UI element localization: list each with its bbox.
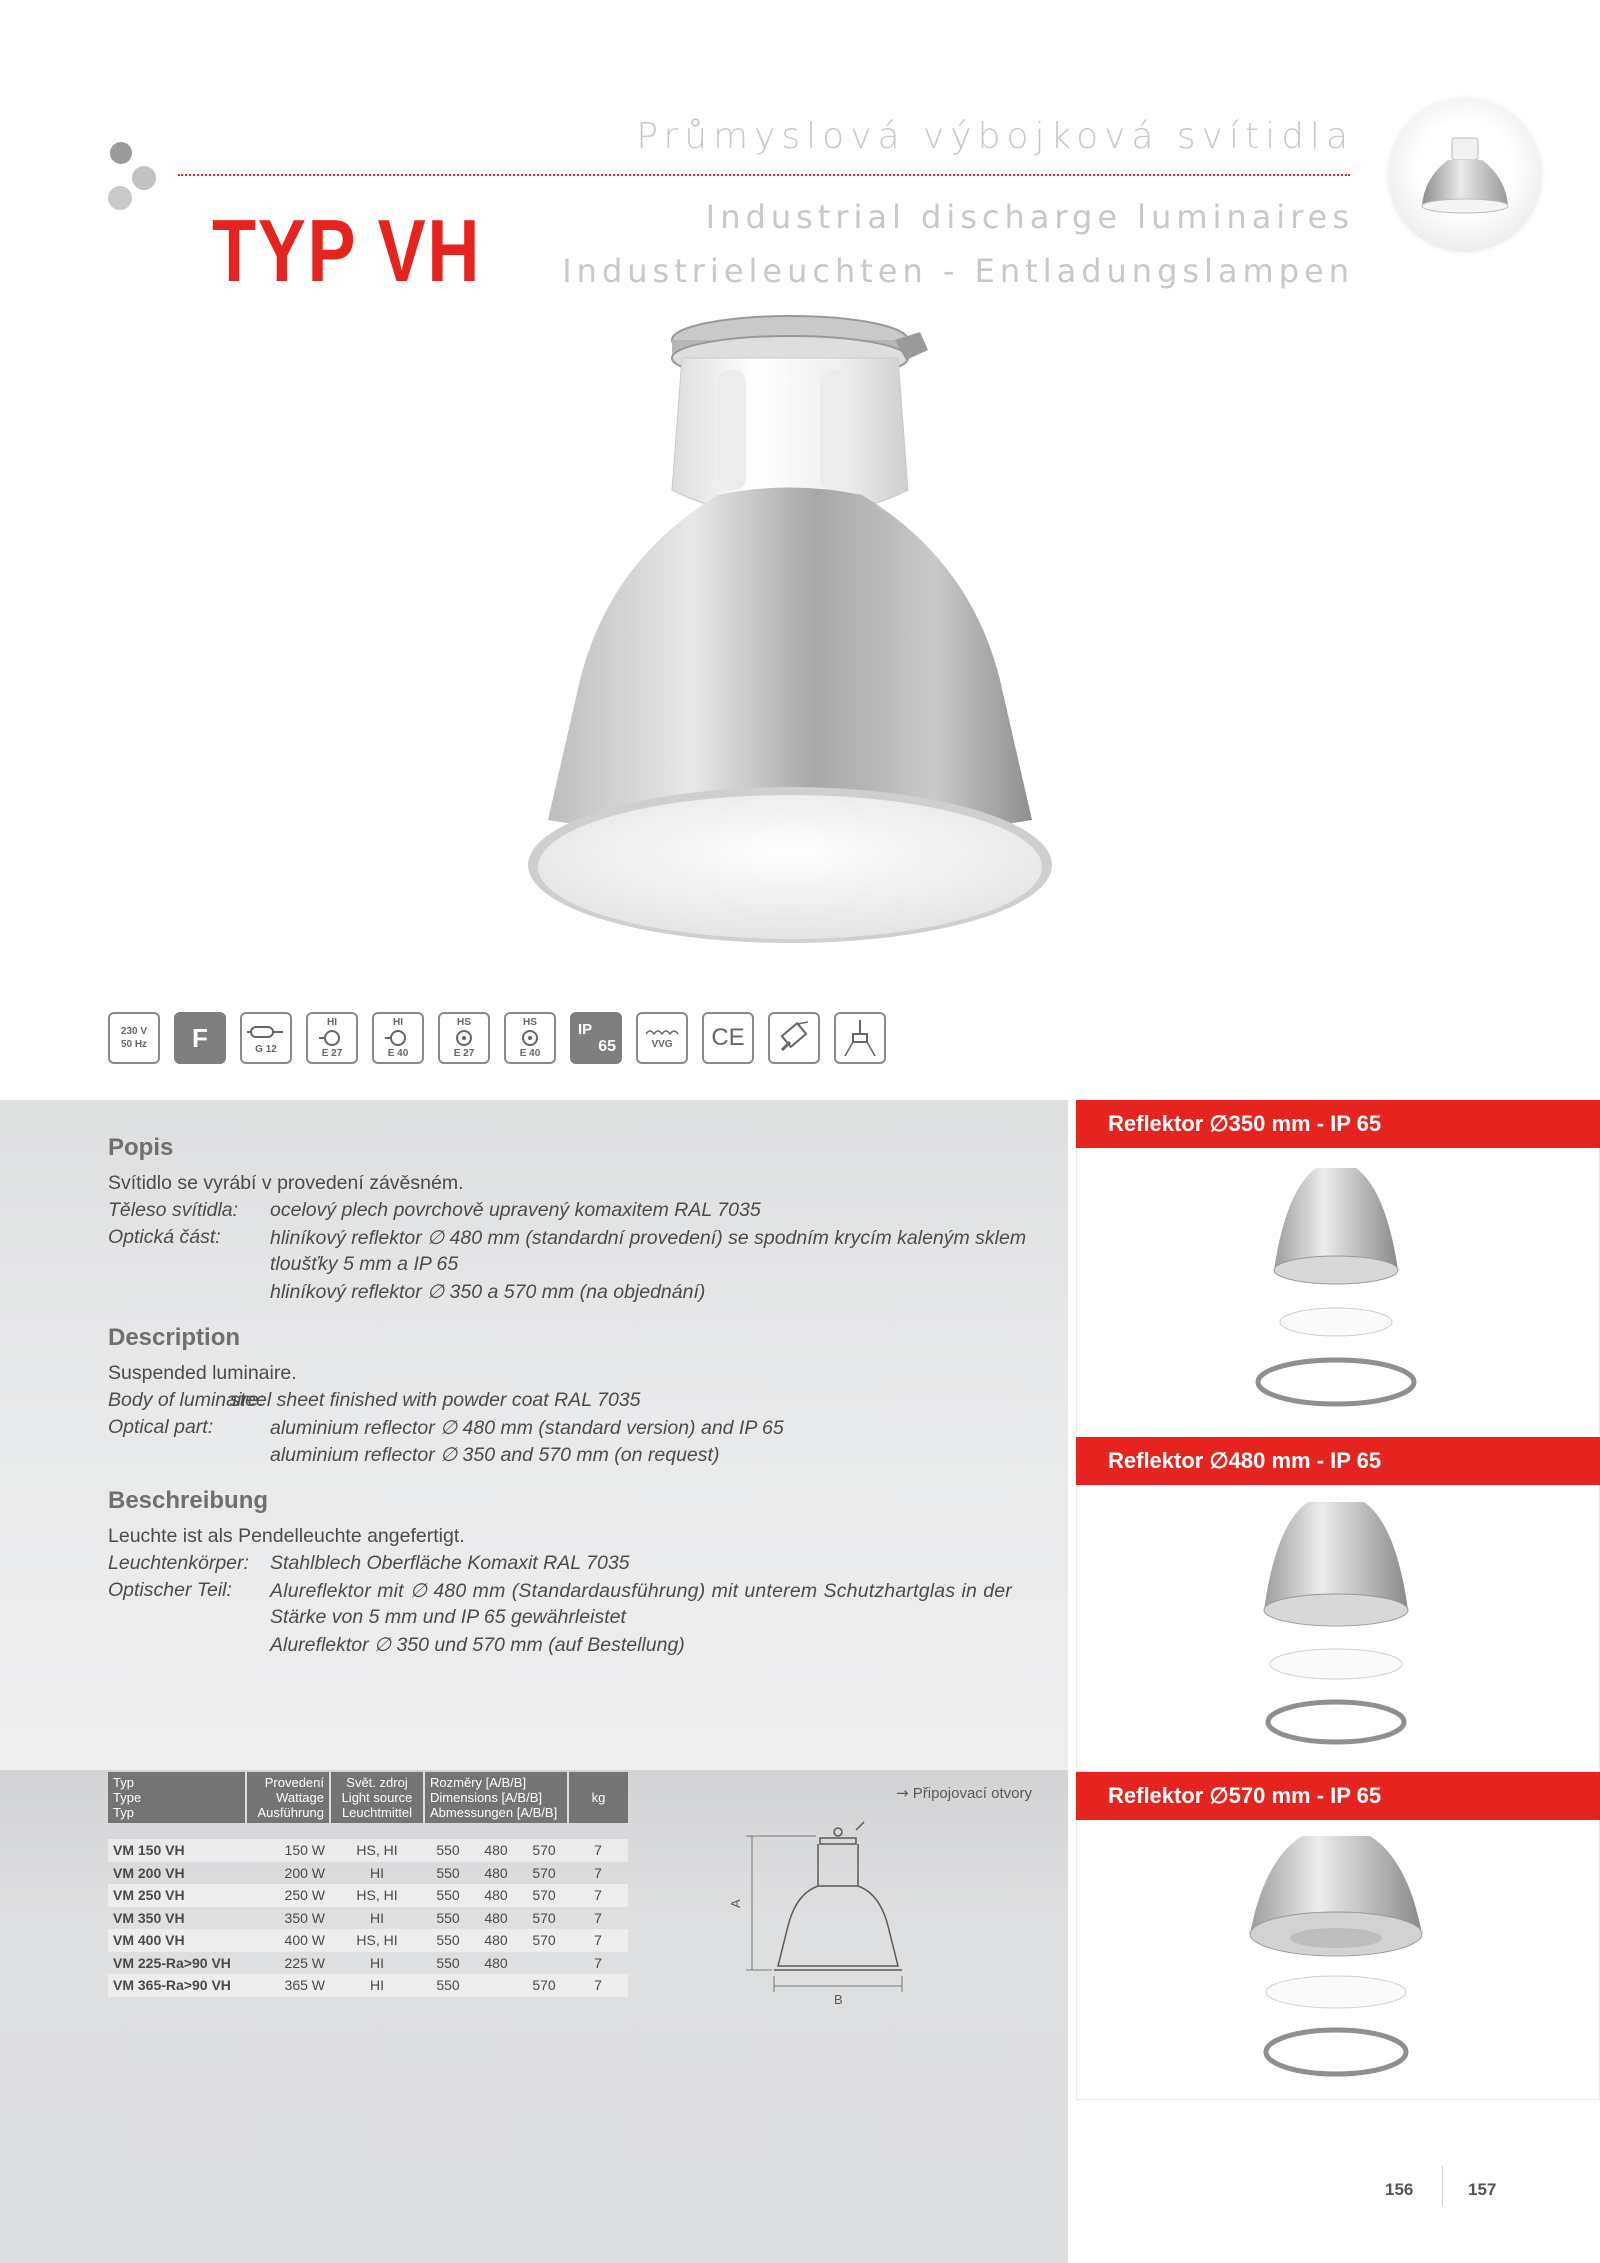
cell-kg: 7 — [568, 1929, 628, 1952]
hs-e27-lamp-icon: HS E 27 — [438, 1012, 490, 1064]
cell-a: 550 — [424, 1839, 472, 1862]
table-row — [108, 1929, 628, 1952]
page-footer-area — [1068, 2100, 1600, 2263]
beschreibung-optical-label: Optischer Teil: — [108, 1579, 232, 1601]
cell-kg: 7 — [594, 1909, 602, 1926]
table-row — [108, 1839, 628, 1862]
col-source: Svět. zdroj Light source Leuchtmittel — [330, 1772, 424, 1823]
pendant-mount-icon — [834, 1012, 886, 1064]
cell-b1: 480 — [472, 1884, 520, 1907]
reflector-480-title: Reflektor ∅480 mm - IP 65 — [1076, 1437, 1600, 1485]
popis-optical-label: Optická část: — [108, 1226, 221, 1248]
beschreibung-body-value: Stahlblech Oberfläche Komaxit RAL 7035 — [270, 1552, 630, 1574]
beschreibung-optical-line: Stärke von 5 mm und IP 65 gewährleistet — [270, 1606, 626, 1628]
section-heading-description: Description — [108, 1324, 241, 1351]
cell-w: 365 W — [246, 1974, 330, 1997]
cell-src: HS, HI — [330, 1839, 424, 1862]
connection-holes-label: → Připojovací otvory — [896, 1784, 1032, 1802]
cell-type: VM 365-Ra>90 VH — [108, 1974, 246, 1997]
cell-b2: 570 — [520, 1929, 568, 1952]
cell-src: HS, HI — [330, 1884, 424, 1907]
cell-w: 250 W — [246, 1884, 330, 1907]
cell-a: 550 — [436, 1864, 460, 1881]
cell-type: VM 400 VH — [108, 1929, 246, 1952]
cell-a: 550 — [436, 1909, 460, 1926]
header-divider — [178, 174, 1350, 176]
description-optical-line: aluminium reflector ∅ 350 and 570 mm (on request) — [270, 1444, 720, 1466]
dimension-drawing — [726, 1816, 952, 2026]
reflector-570-title: Reflektor ∅570 mm - IP 65 — [1076, 1772, 1600, 1820]
cell-type: VM 150 VH — [108, 1839, 246, 1862]
cell-kg: 7 — [568, 1884, 628, 1907]
popis-intro: Svítidlo se vyrábí v provedení závěsném. — [108, 1172, 464, 1194]
col-kg: kg — [568, 1772, 628, 1823]
cell-kg: 7 — [568, 1974, 628, 1997]
table-row — [108, 1907, 628, 1930]
popis-body-value: ocelový plech povrchově upravený komaxitem RAL 7035 — [270, 1199, 761, 1221]
popis-body-label: Těleso svítidla: — [108, 1199, 239, 1221]
cell-b1: 480 — [472, 1839, 520, 1862]
description-optical-label: Optical part: — [108, 1416, 214, 1438]
cell-a: 550 — [436, 1954, 460, 1971]
cell-b1: 480 — [484, 1864, 508, 1881]
cell-type: VM 350 VH — [113, 1909, 185, 1926]
ip65-icon: IP 65 — [570, 1012, 622, 1064]
beschreibung-optical-line: Alureflektor mit ∅ 480 mm (Standardausführung) mit unterem Schutzhartglas in der — [270, 1580, 1012, 1602]
table-row — [108, 1862, 628, 1885]
cell-a: 550 — [424, 1929, 472, 1952]
cell-b1: 480 — [472, 1929, 520, 1952]
beschreibung-intro: Leuchte ist als Pendelleuchte angefertigt. — [108, 1525, 465, 1547]
cell-b1 — [472, 1974, 520, 1997]
reflector-570-image — [1236, 1830, 1436, 2095]
replaceable-lamp-icon — [768, 1012, 820, 1064]
dimension-label-a: A — [728, 1899, 743, 1908]
cell-src: HI — [370, 1909, 384, 1926]
beschreibung-body-label: Leuchtenkörper: — [108, 1552, 249, 1574]
cell-w: 200 W — [284, 1864, 325, 1881]
page-number-right: 157 — [1468, 2180, 1497, 2199]
popis-optical-line: tloušťky 5 mm a IP 65 — [270, 1253, 459, 1275]
cell-w: 150 W — [246, 1839, 330, 1862]
cell-b1: 480 — [484, 1909, 508, 1926]
cell-b2: 570 — [520, 1839, 568, 1862]
cell-w: 400 W — [246, 1929, 330, 1952]
ce-mark-icon: CE — [702, 1012, 754, 1064]
cell-src: HI — [370, 1864, 384, 1881]
cell-src: HI — [330, 1974, 424, 1997]
description-body-value: steel sheet finished with powder coat RAL 7035 — [230, 1389, 641, 1411]
cell-w: 225 W — [284, 1954, 325, 1971]
cell-b2: 570 — [532, 1864, 556, 1881]
table-row — [108, 1974, 628, 1997]
table-row — [108, 1952, 628, 1975]
description-body-label: Body of luminaire: — [108, 1389, 265, 1411]
col-wattage: Provedení Wattage Ausführung — [246, 1772, 330, 1823]
col-dimensions: Rozměry [A/B/B] Dimensions [A/B/B] Abmessungen [A/B/B] — [424, 1772, 568, 1823]
beschreibung-optical-line: Alureflektor ∅ 350 und 570 mm (auf Bestellung) — [270, 1634, 685, 1656]
cell-type: VM 225-Ra>90 VH — [113, 1954, 231, 1971]
cell-a: 550 — [424, 1884, 472, 1907]
popis-optical-line: hliníkový reflektor ∅ 350 a 570 mm (na objednání) — [270, 1281, 706, 1303]
vvg-ballast-icon: VVG — [636, 1012, 688, 1064]
reflector-350-image — [1236, 1160, 1436, 1425]
hs-e40-lamp-icon: HS E 40 — [504, 1012, 556, 1064]
product-photo — [500, 300, 1120, 960]
reflector-480-image — [1236, 1494, 1436, 1759]
cell-type: VM 250 VH — [108, 1884, 246, 1907]
page-number-left: 156 — [1385, 2180, 1414, 2199]
reflector-350-title: Reflektor ∅350 mm - IP 65 — [1076, 1100, 1600, 1148]
brand-dots-logo — [106, 138, 166, 218]
cell-type: VM 200 VH — [113, 1864, 185, 1881]
cell-w: 350 W — [284, 1909, 325, 1926]
description-intro: Suspended luminaire. — [108, 1362, 297, 1384]
category-thumbnail — [1388, 98, 1542, 252]
category-title-de: Industrieleuchten - Entladungslampen — [562, 252, 1354, 290]
cell-kg: 7 — [594, 1954, 602, 1971]
cell-b1: 480 — [484, 1954, 508, 1971]
description-optical-line: aluminium reflector ∅ 480 mm (standard version) and IP 65 — [270, 1417, 784, 1439]
hi-e27-lamp-icon: HI E 27 — [306, 1012, 358, 1064]
table-row — [108, 1884, 628, 1907]
g12-lamp-icon: G 12 — [240, 1012, 292, 1064]
voltage-icon: 230 V 50 Hz — [108, 1012, 160, 1064]
dimension-label-b: B — [834, 1992, 843, 2007]
cell-a: 550 — [424, 1974, 472, 1997]
cell-src: HI — [370, 1954, 384, 1971]
category-title-en: Industrial discharge luminaires — [705, 198, 1354, 236]
category-title-cz: Průmyslová výbojková svítidla — [636, 116, 1354, 157]
cell-kg: 7 — [594, 1864, 602, 1881]
cell-b2: 570 — [532, 1909, 556, 1926]
section-heading-popis: Popis — [108, 1134, 174, 1161]
cell-b2 — [520, 1952, 568, 1975]
spec-table — [108, 1772, 628, 1997]
f-mark-icon: F — [174, 1012, 226, 1064]
section-heading-beschreibung: Beschreibung — [108, 1487, 269, 1514]
cell-b2: 570 — [520, 1974, 568, 1997]
page-number-divider — [1442, 2166, 1443, 2206]
table-header-row — [108, 1772, 628, 1823]
cell-b2: 570 — [520, 1884, 568, 1907]
page-title: TYP VH — [212, 201, 482, 300]
popis-optical-line: hliníkový reflektor ∅ 480 mm (standardní provedení) se spodním krycím kaleným sklem — [270, 1227, 1027, 1249]
hi-e40-lamp-icon: HI E 40 — [372, 1012, 424, 1064]
col-type: Typ Type Typ — [108, 1772, 246, 1823]
certification-symbols — [108, 1012, 886, 1066]
cell-kg: 7 — [568, 1839, 628, 1862]
cell-src: HS, HI — [330, 1929, 424, 1952]
